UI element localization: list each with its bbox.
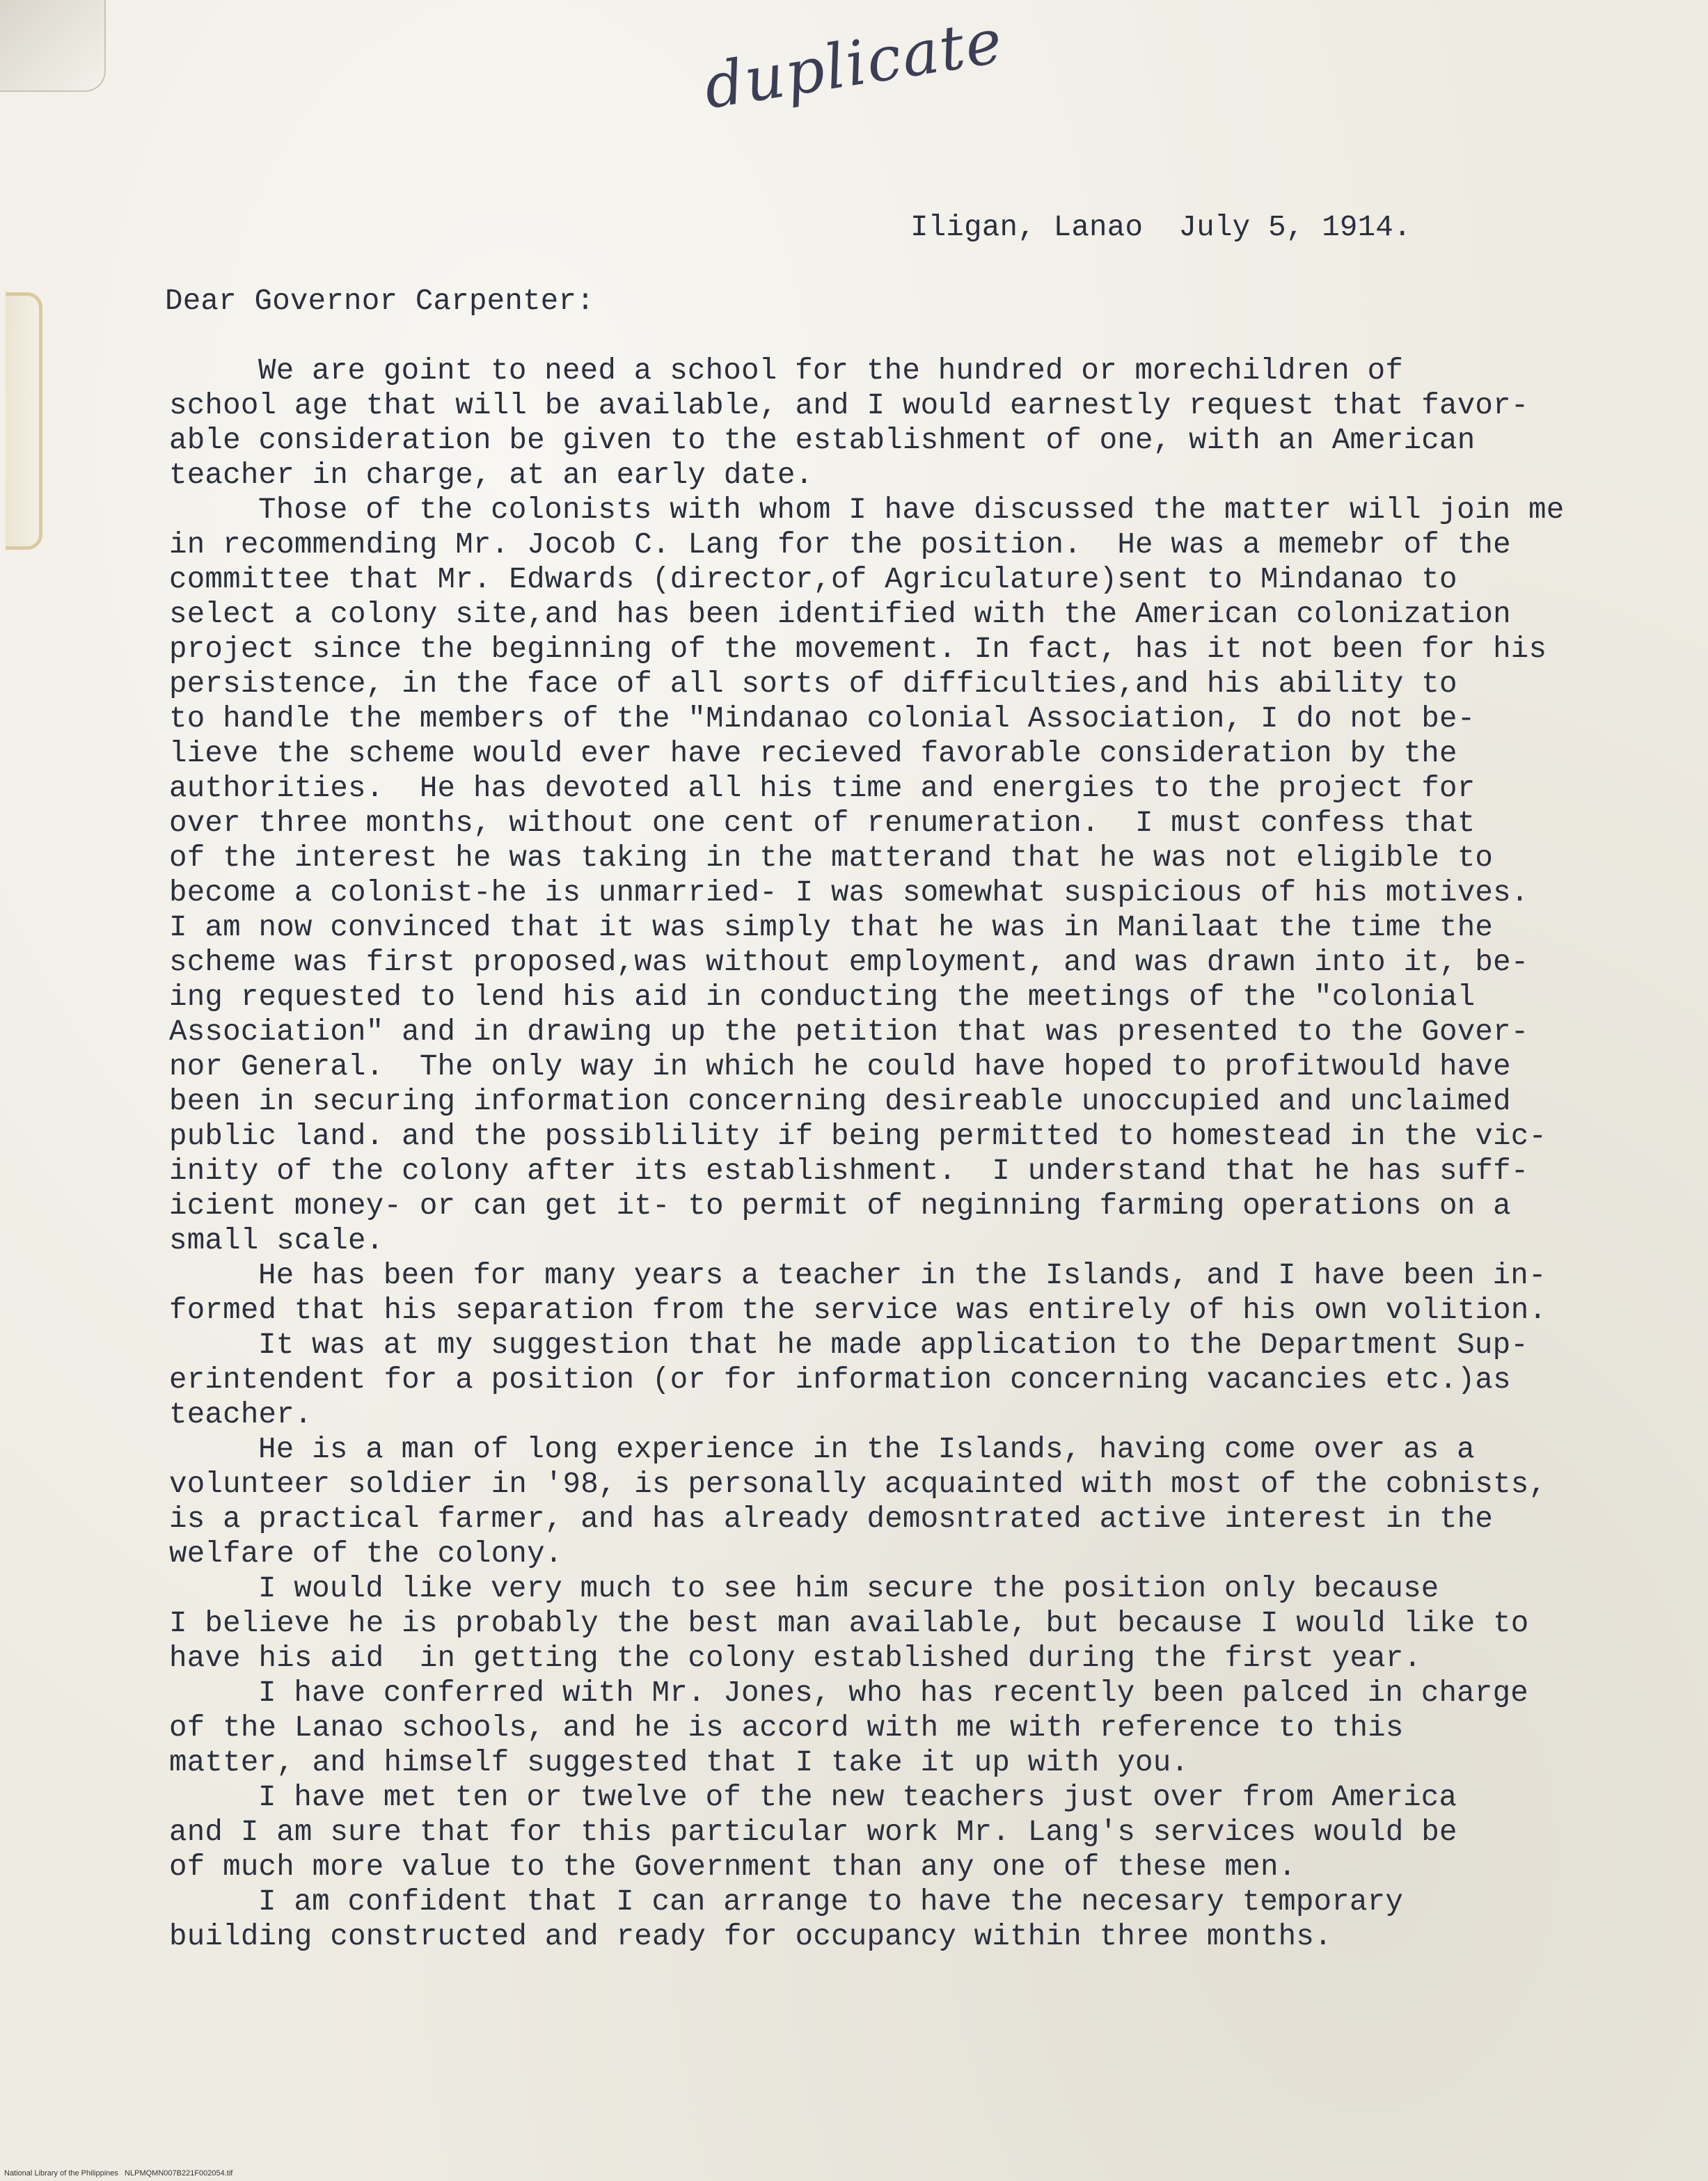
letter-line: to handle the members of the "Mindanao colonial Association, I do not be- bbox=[169, 702, 1476, 736]
letter-line: inity of the colony after its establishment. I understand that he has suff- bbox=[169, 1155, 1529, 1188]
letter-line: It was at my suggestion that he made application to the Department Sup- bbox=[258, 1329, 1528, 1362]
letter-line: I would like very much to see him secure the position only because bbox=[258, 1572, 1439, 1605]
letter-line: volunteer soldier in '98, is personally acquainted with most of the cobnists, bbox=[169, 1468, 1547, 1501]
letter-line: I am now convinced that it was simply that he was in Manilaat the time the bbox=[169, 911, 1494, 944]
letter-line: scheme was first proposed,was without employment, and was drawn into it, be- bbox=[169, 946, 1529, 979]
archive-footer: National Library of the Philippines NLPMQMN007B221F002054.tif bbox=[4, 2169, 233, 2178]
letter-line: matter, and himself suggested that I take it up with you. bbox=[169, 1746, 1189, 1779]
letter-line: of the Lanao schools, and he is accord with me with reference to this bbox=[169, 1711, 1404, 1745]
letter-line: I am confident that I can arrange to have the necesary temporary bbox=[258, 1885, 1404, 1919]
letter-line: nor General. The only way in which he could have hoped to profitwould have bbox=[169, 1050, 1511, 1084]
letter-line: of the interest he was taking in the matterand that he was not eligible to bbox=[169, 841, 1494, 875]
letter-line: project since the beginning of the movement. In fact, has it not been for his bbox=[169, 633, 1547, 666]
letter-line: building constructed and ready for occupancy within three months. bbox=[169, 1920, 1332, 1953]
letter-line: been in securing information concerning desireable unoccupied and unclaimed bbox=[169, 1085, 1511, 1118]
letter-line: select a colony site,and has been identified with the American colonization bbox=[169, 598, 1511, 631]
letter-body bbox=[169, 354, 1575, 1954]
letter-line: is a practical farmer, and has already demosntrated active interest in the bbox=[169, 1502, 1494, 1536]
letter-line: He is a man of long experience in the Islands, having come over as a bbox=[258, 1433, 1475, 1466]
folded-corner bbox=[0, 0, 106, 92]
letter-line: teacher in charge, at an early date. bbox=[169, 459, 814, 492]
letter-line: Association" and in drawing up the petition that was presented to the Gover- bbox=[169, 1015, 1529, 1049]
letter-line: ing requested to lend his aid in conducting the meetings of the "colonial bbox=[169, 981, 1476, 1014]
letter-line: able consideration be given to the establishment of one, with an American bbox=[169, 424, 1476, 457]
letter-line: icient money- or can get it- to permit of neginning farming operations on a bbox=[169, 1189, 1511, 1223]
letter-line: and I am sure that for this particular work Mr. Lang's services would be bbox=[169, 1816, 1457, 1849]
letter-line: I believe he is probably the best man available, but because I would like to bbox=[169, 1607, 1529, 1640]
letter-line: have his aid in getting the colony established during the first year. bbox=[169, 1642, 1422, 1675]
letter-line: persistence, in the face of all sorts of difficulties,and his ability to bbox=[169, 667, 1457, 701]
letter-line: lieve the scheme would ever have recieved favorable consideration by the bbox=[169, 737, 1457, 770]
letter-line: I have met ten or twelve of the new teachers just over from America bbox=[258, 1781, 1457, 1814]
letter-line: over three months, without one cent of renumeration. I must confess that bbox=[169, 807, 1476, 840]
letter-line: become a colonist-he is unmarried- I was somewhat suspicious of his motives. bbox=[169, 876, 1529, 910]
letter-line: small scale. bbox=[169, 1224, 384, 1258]
letter-line: authorities. He has devoted all his time and energies to the project for bbox=[169, 772, 1476, 805]
letter-line: I have conferred with Mr. Jones, who has recently been palced in charge bbox=[258, 1676, 1528, 1710]
letter-line: school age that will be available, and I would earnestly request that favor- bbox=[169, 389, 1529, 422]
letter-line: Those of the colonists with whom I have discussed the matter will join me bbox=[258, 493, 1565, 527]
letter-line: of much more value to the Government than any one of these men. bbox=[169, 1850, 1297, 1884]
letter-line: committee that Mr. Edwards (director,of Agriculature)sent to Mindanao to bbox=[169, 563, 1457, 596]
letter-line: in recommending Mr. Jocob C. Lang for the position. He was a memebr of the bbox=[169, 528, 1511, 562]
letter-line: We are goint to need a school for the hundred or morechildren of bbox=[258, 354, 1404, 388]
salutation: Dear Governor Carpenter: bbox=[165, 285, 594, 318]
letter-line: welfare of the colony. bbox=[169, 1537, 563, 1571]
letter-line: erintendent for a position (or for information concerning vacancies etc.)as bbox=[169, 1363, 1511, 1397]
paper-clip-stain bbox=[6, 292, 42, 550]
letter-line: teacher. bbox=[169, 1398, 313, 1431]
letter-line: formed that his separation from the service was entirely of his own volition. bbox=[169, 1294, 1547, 1327]
handwritten-note: duplicate bbox=[699, 4, 1009, 123]
letter-line: He has been for many years a teacher in the Islands, and I have been in- bbox=[258, 1259, 1547, 1292]
date-line: Iligan, Lanao July 5, 1914. bbox=[910, 211, 1412, 244]
letter-line: public land. and the possiblility if being permitted to homestead in the vic- bbox=[169, 1120, 1547, 1153]
